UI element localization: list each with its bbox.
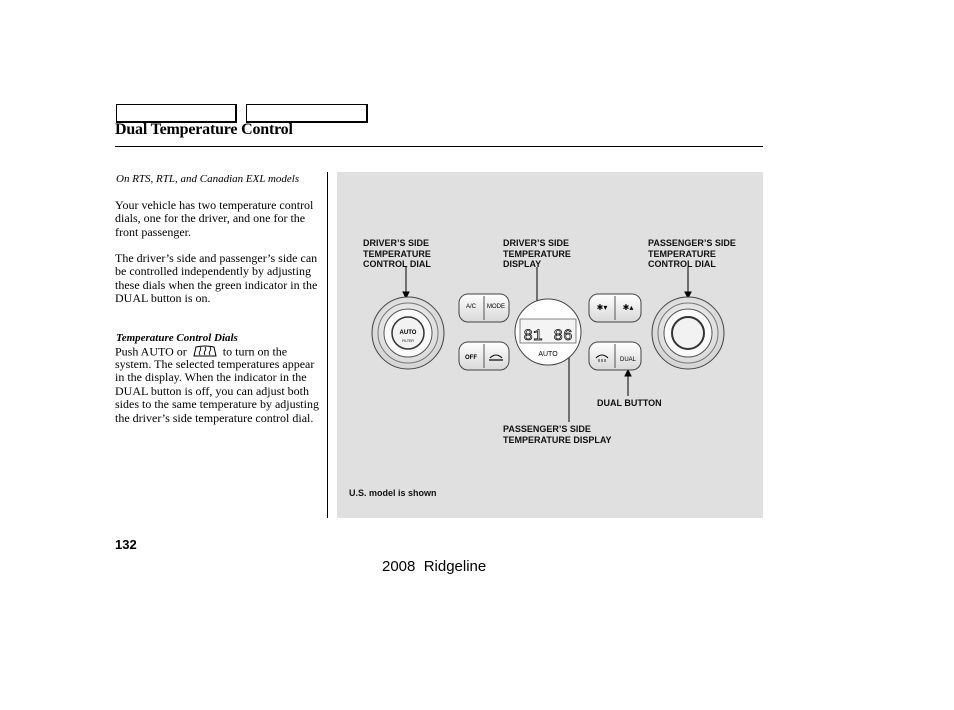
paragraph-intro: Your vehicle has two temperature control dials, one for the driver, and one for the front passenger. [115,198,314,239]
off-button-label: OFF [465,355,477,361]
fan-speed-buttons [589,294,641,322]
leader-passenger-dial [685,267,691,298]
auto-button-label: AUTO [399,330,417,336]
mode-button-label: MODE [487,304,505,310]
defrost-dual-buttons [589,342,641,370]
ac-mode-buttons [459,294,509,322]
paragraph-auto-rest: system. The selected temperatures appear in the display. When the indicator in the DUAL button is off, you can adjust both sides to the same temperature by adjusting the driver’s side temperature control dial. [115,357,319,425]
svg-text:✱▴: ✱▴ [622,303,634,312]
temperature-display [515,299,581,365]
model-note: U.S. model is shown [349,488,437,498]
driver-temp-readout: 81 [523,327,543,345]
applicability-note: On RTS, RTL, and Canadian EXL models [116,173,300,185]
label-dual-button: DUAL BUTTON [597,398,662,408]
column-divider [327,172,328,518]
subheading-temperature-dials: Temperature Control Dials [116,332,238,344]
label-passenger-display: PASSENGER’S SIDE TEMPERATURE DISPLAY [503,424,612,445]
display-auto-label: AUTO [538,351,558,358]
passenger-temp-readout: 86 [553,327,573,345]
title-rule [115,146,763,147]
dual-button-label: DUAL [619,357,637,363]
paragraph-auto-before: Push AUTO or [115,344,187,359]
footer-book-title: 2008 Ridgeline [382,558,487,575]
page-number: 132 [115,537,137,552]
driver-temperature-dial [372,297,444,369]
page-title: Dual Temperature Control [115,121,293,138]
svg-text:✱▾: ✱▾ [596,303,608,312]
label-driver-display: DRIVER’S SIDE TEMPERATURE DISPLAY [503,238,571,269]
filter-label: FILTER [402,339,414,343]
label-driver-dial: DRIVER’S SIDE TEMPERATURE CONTROL DIAL [363,238,431,269]
climate-control-illustration [337,172,763,518]
label-passenger-dial: PASSENGER’S SIDE TEMPERATURE CONTROL DIAL [648,238,736,269]
paragraph-auto-line-end: to turn on the [222,344,288,359]
leader-driver-dial [403,267,409,298]
paragraph-independent: The driver’s side and passenger’s side can be controlled independently by adjusting these dials when the green indicator in the DUAL button is on. [115,251,318,306]
leader-dual-button [625,370,631,396]
off-recirc-buttons [459,342,509,370]
passenger-temperature-dial [652,297,724,369]
ac-button-label: A/C [465,304,477,310]
